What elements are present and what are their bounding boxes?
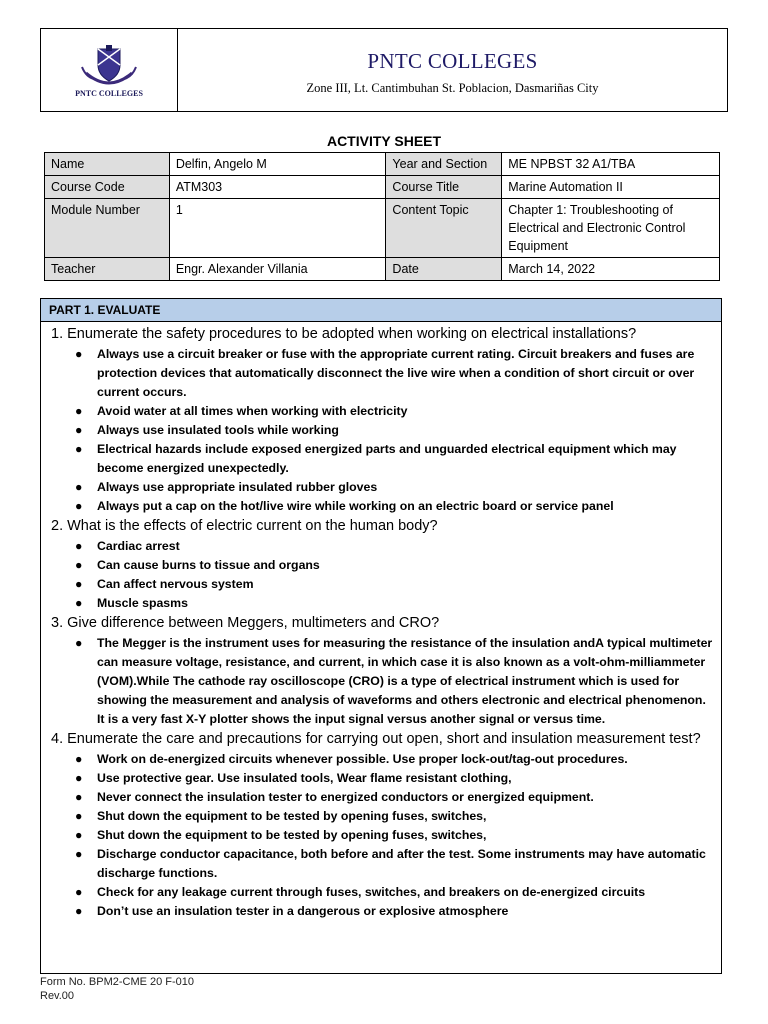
evaluate-body xyxy=(41,322,721,921)
info-table xyxy=(44,152,720,281)
list-item: ● Cardiac arrest xyxy=(97,537,713,556)
year-section-value: ME NPBST 32 A1/TBA xyxy=(502,153,720,176)
list-item: ● Discharge conductor capacitance, both before and after the test. Some instruments may have automatic discharge functions. xyxy=(75,847,706,880)
list-item: ● Always use insulated tools while working xyxy=(97,421,713,440)
name-label: Name xyxy=(45,153,170,176)
date-label: Date xyxy=(386,258,502,281)
bullet-icon: ● xyxy=(75,539,83,553)
year-section-label: Year and Section xyxy=(386,153,502,176)
content-topic-value: Chapter 1: Troubleshooting of Electrical and Electronic Control Equipment xyxy=(502,199,720,258)
table-row xyxy=(45,153,720,176)
question-1: 1. Enumerate the safety procedures to be adopted when working on electrical installations? xyxy=(51,326,637,342)
logo-cell xyxy=(41,29,178,111)
course-title-label: Course Title xyxy=(386,176,502,199)
bullet-icon: ● xyxy=(75,904,83,918)
list-item: ● Avoid water at all times when working with electricity xyxy=(97,402,713,421)
bullet-icon: ● xyxy=(75,771,83,785)
table-row xyxy=(45,258,720,281)
bullet-icon: ● xyxy=(75,828,83,842)
sheet-title: ACTIVITY SHEET xyxy=(326,133,442,149)
list-item: ● Don’t use an insulation tester in a dangerous or explosive atmosphere xyxy=(97,902,713,921)
module-number-label: Module Number xyxy=(45,199,170,258)
bullet-icon: ● xyxy=(75,809,83,823)
college-logo-icon xyxy=(78,43,140,87)
logo-text: PNTC COLLEGES xyxy=(75,88,143,98)
header xyxy=(40,28,728,112)
bullet-icon: ● xyxy=(75,499,83,513)
list-item: ● Use protective gear. Use insulated tools, Wear flame resistant clothing, xyxy=(97,769,713,788)
answer-list-3 xyxy=(51,634,713,729)
content-topic-label: Content Topic xyxy=(386,199,502,258)
course-code-value: ATM303 xyxy=(169,176,386,199)
list-item: ● Muscle spasms xyxy=(97,594,713,613)
list-item: ● Can affect nervous system xyxy=(97,575,713,594)
list-item: ● Always use a circuit breaker or fuse with the appropriate current rating. Circuit breakers and fuses are protection devices that automatically disconnect the live wire when a condition of short circuit or over current occurs. xyxy=(75,347,695,399)
bullet-icon: ● xyxy=(75,752,83,766)
footer xyxy=(40,975,194,1003)
table-row xyxy=(45,199,720,258)
module-number-value: 1 xyxy=(169,199,386,258)
bullet-icon: ● xyxy=(75,596,83,610)
evaluate-section xyxy=(40,298,722,974)
bullet-icon: ● xyxy=(75,423,83,437)
list-item: ● Electrical hazards include exposed energized parts and unguarded electrical equipment which may become energized unexpectedly. xyxy=(75,442,677,475)
bullet-icon: ● xyxy=(75,790,83,804)
list-item: ● Never connect the insulation tester to energized conductors or energized equipment. xyxy=(97,788,713,807)
list-item: ● Always put a cap on the hot/live wire while working on an electric board or service panel xyxy=(97,497,713,516)
teacher-label: Teacher xyxy=(45,258,170,281)
college-address: Zone III, Lt. Cantimbuhan St. Poblacion, Dasmariñas City xyxy=(306,80,599,95)
list-item: ● Shut down the equipment to be tested by opening fuses, switches, xyxy=(97,807,713,826)
date-value: March 14, 2022 xyxy=(502,258,720,281)
evaluate-heading: PART 1. EVALUATE xyxy=(41,299,721,322)
question-3: 3. Give difference between Meggers, multimeters and CRO? xyxy=(51,615,440,631)
list-item: ● Always use appropriate insulated rubber gloves xyxy=(97,478,713,497)
list-item: ● Work on de-energized circuits whenever possible. Use proper lock-out/tag-out procedures. xyxy=(97,750,713,769)
list-item: ● Shut down the equipment to be tested by opening fuses, switches, xyxy=(97,826,713,845)
bullet-icon: ● xyxy=(75,480,83,494)
answer-list-2 xyxy=(51,537,713,613)
list-item: ● Can cause burns to tissue and organs xyxy=(97,556,713,575)
name-value: Delfin, Angelo M xyxy=(169,153,386,176)
revision: Rev.00 xyxy=(40,990,75,1002)
question-4: 4. Enumerate the care and precautions for carrying out open, short and insulation measurement test? xyxy=(51,731,701,747)
question-2: 2. What is the effects of electric current on the human body? xyxy=(51,518,438,534)
title-cell xyxy=(178,29,727,111)
course-code-label: Course Code xyxy=(45,176,170,199)
bullet-icon: ● xyxy=(75,847,83,861)
answer-list-4 xyxy=(51,750,713,921)
bullet-icon: ● xyxy=(75,558,83,572)
table-row xyxy=(45,176,720,199)
bullet-icon: ● xyxy=(75,636,83,650)
list-item: ● Check for any leakage current through fuses, switches, and breakers on de-energized circuits xyxy=(97,883,713,902)
bullet-icon: ● xyxy=(75,347,83,361)
answer-list-1 xyxy=(51,345,713,516)
list-item: ● The Megger is the instrument uses for measuring the resistance of the insulation andA typical multimeter can measure voltage, resistance, and current, in which case it is also known as a volt-ohm-milliammeter (VOM).While The cathode ray oscilloscope (CRO) is a type of electrical instrument which is used for showing the measurement and analysis of waveforms and others electronic and electrical phenomenon. It is a very fast X-Y plotter shows the input signal versus another signal or versus time. xyxy=(75,636,713,726)
college-name: PNTC COLLEGES xyxy=(367,48,538,73)
bullet-icon: ● xyxy=(75,885,83,899)
bullet-icon: ● xyxy=(75,442,83,456)
course-title-value: Marine Automation II xyxy=(502,176,720,199)
form-number: Form No. BPM2-CME 20 F-010 xyxy=(40,976,195,988)
bullet-icon: ● xyxy=(75,404,83,418)
bullet-icon: ● xyxy=(75,577,83,591)
teacher-value: Engr. Alexander Villania xyxy=(169,258,386,281)
